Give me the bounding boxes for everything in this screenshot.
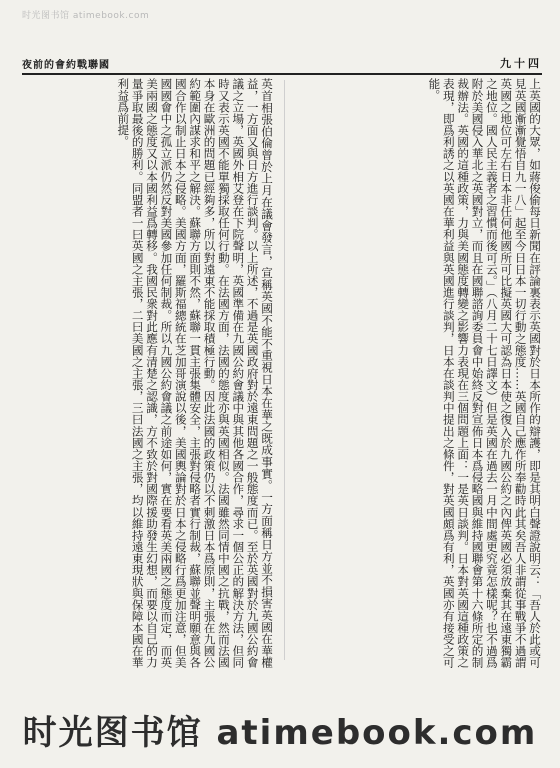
watermark-url: 时光图书馆 atimebook.com	[22, 11, 150, 21]
watermark-footer: 时光图书馆 atimebook.com	[22, 713, 538, 753]
text-column-right	[296, 78, 542, 668]
column-divider	[284, 80, 285, 660]
page-number: 九十四	[500, 57, 542, 70]
book-page	[22, 30, 542, 698]
running-head-title: 夜前的會約戰聯國	[22, 60, 110, 71]
text-column-left	[28, 78, 274, 668]
body-text-right: 上英國的大眾，如蔣俊偷每日新聞在評論裏表示英國對於日本所作的辯護，即是其明白聲證說明云：「吾人於此或可見英國漸漸覺悟自九一八」起至今日日本一切行動之態度……英國自己應作所奉勸時此其矣吾人非謂從事戰爭不過謂英國之地位可左右日本非任何他國所可比擬英國大可認為日本使之復入於九國公約之內俾英國必須放棄其在遠東獨霸之地位。國人民主義者之習慣而後可云。」（八月二十七日譯文）但是英國在過去一月中間處更究竟怎樣呢？也不過爲附於美國侵入華北之英國對立，而且在國聯諮詢委員會中始終反對宣佈日本爲侵略國與維持國聯會第十六條所定的制裁辦法。英國的這種政策，力與美國態度轉變之影響力表現在三個問題上面：一是英日談判。日本對英國這種政策之表現，即爲利誘之以英國在華利益與英國進行談判，日本在談判中提出之條件，對英國頗爲有利，英國亦有接受之可能。	[427, 78, 542, 668]
header-rule	[22, 73, 542, 75]
body-text-left: 英首相張伯倫曾於上月在議會發言，宣稱英國不能不重視日本在華之既成事實。一方面稱日方並不損害英國在華權益，一方面又與日方進行談判。以上所述，不過是英國政府對於遠東問題之一般態度而已。至於英國對於九國公約會議之立場，英國外相艾登在下院聲明，英國準備在九國公約會議中與其他各國合作，尋求一個公正的解決方法，但同時又表示英國不能單獨採取任何行動。在法國方面，法國的態度亦與英國相似。法國雖然同情中國之抗戰，然而法國本身在歐洲的問題已經夠多，所以對遠東不能採取積極行動。因此法國的政策仍以不刺激日本爲原則，主張在九國公約範圍內謀求和平之解決。蘇聯方面則不然，蘇聯一貫主張集體安全，主張對侵略者實行制裁，蘇聯並聲明願意與各國合作以制止日本之侵略。美國方面，羅斯福總統在芝加哥演說以後，美國輿論對於日本之侵略行爲更加注意，但美國國會中之孤立派仍然反對美國參加任何制裁。所以九國公約會議之前途如何，實在要看英美兩國之態度而定，而英美兩國之態度又以本國利益爲轉移。我國民衆對此應有清楚之認識，方不致於對國際援助發生幻想，而要以自己的力量爭取最後的勝利。同盟者一曰英國之主張，二曰美國之主張，三曰法國之主張，均以維持遠東現狀與保障本國在華利益爲前提。	[116, 78, 274, 668]
running-head	[22, 52, 542, 74]
